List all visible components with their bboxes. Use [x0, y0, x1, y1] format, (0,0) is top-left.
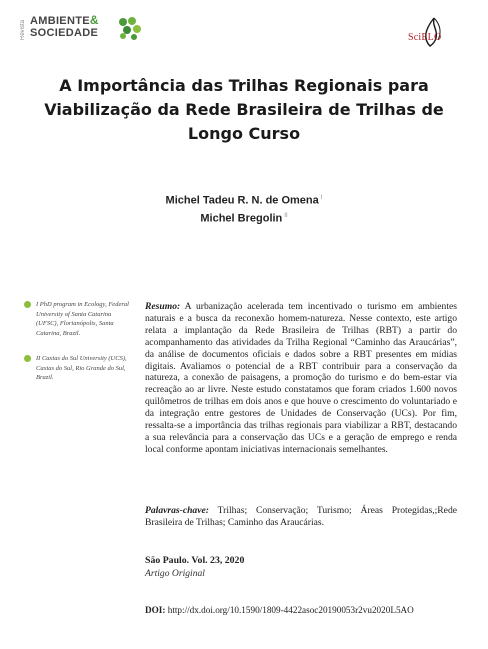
abstract-label: Resumo: [145, 301, 181, 312]
scielo-wordmark: SciELO [408, 32, 442, 43]
logo-word-ambiente: AMBIENTE [30, 15, 90, 27]
affiliation-bullet-icon [24, 355, 31, 362]
affiliation-bullet-icon [24, 301, 31, 308]
affiliation-text: I PhD program in Ecology, Federal University of Santa Catarina (UFSC), Florianópolis, Santa Catarina, Brazil. [36, 301, 129, 337]
logo-revista-label: Revista [20, 20, 26, 41]
affiliation-item [24, 354, 130, 383]
scielo-logo[interactable] [404, 12, 454, 50]
logo-word-sociedade: SOCIEDADE [30, 27, 99, 39]
abstract-section [145, 301, 457, 456]
journal-leaf-icon [116, 16, 144, 40]
author-item [100, 191, 388, 209]
scielo-flame-icon [404, 12, 454, 50]
citation-volume: São Paulo. Vol. 23, 2020 [145, 555, 245, 566]
citation-block [145, 555, 457, 580]
affiliation-text: II Caxias do Sul University (UCS), Caxias do Sul, Rio Grande do Sul, Brazil. [36, 355, 127, 381]
article-type: Artigo Original [145, 568, 205, 579]
author-list [100, 191, 388, 226]
abstract-text: A urbanização acelerada tem incentivado o turismo em ambientes naturais e a busca da reconexão homem-natureza. Nesse contexto, este artigo relata a implantação da Rede Brasileira de Trilhas (RBT) a partir do acompanhamento das atividades da Trilha Regional “Caminho das Araucárias”, da análise de documentos oficiais e dados sobre a RBT presentes em mídias digitais. Avaliamos o potencial de a RBT contribuir para a conservação da natureza, a conexão de paisagens, a promoção do turismo e do bem-estar via recreação ao ar livre. Neste estudo constatamos que foram criados 1.600 novos quilômetros de trilhas em dois anos e que houve o crescimento do voluntariado e da integração entre gestores de Unidades de Conservação (UCs). Por fim, ressalta-se a importância das trilhas regionais para viabilizar a RBT, destacando a sua relevância para a conservação das UCs e a geração de emprego e renda local conforme apontam iniciativas internacionais semelhantes. [145, 301, 457, 455]
affiliation-list [24, 300, 130, 399]
author-item [100, 209, 388, 227]
author-affiliation-marker: II [284, 212, 288, 219]
page-header [8, 6, 480, 54]
author-affiliation-marker: I [320, 195, 323, 201]
keywords-text: Trilhas; Conservação; Turismo; Áreas Protegidas,;Rede Brasileira de Trilhas; Caminho das Araucárias. [145, 505, 457, 528]
logo-ampersand: & [89, 13, 99, 27]
doi-label: DOI: [145, 605, 166, 615]
doi-line [145, 604, 465, 616]
author-name: Michel Bregolin [200, 212, 283, 225]
doi-link[interactable]: http://dx.doi.org/10.1590/1809-4422asoc20190053r2vu2020L5AO [167, 605, 414, 615]
article-title: A Importância das Trilhas Regionais para Viabilização da Rede Brasileira de Trilhas de Longo Curso [44, 76, 444, 143]
author-name: Michel Tadeu R. N. de Omena [165, 194, 319, 207]
affiliation-item [24, 300, 130, 338]
keywords-section [145, 505, 457, 529]
keywords-label: Palavras-chave: [145, 505, 209, 516]
